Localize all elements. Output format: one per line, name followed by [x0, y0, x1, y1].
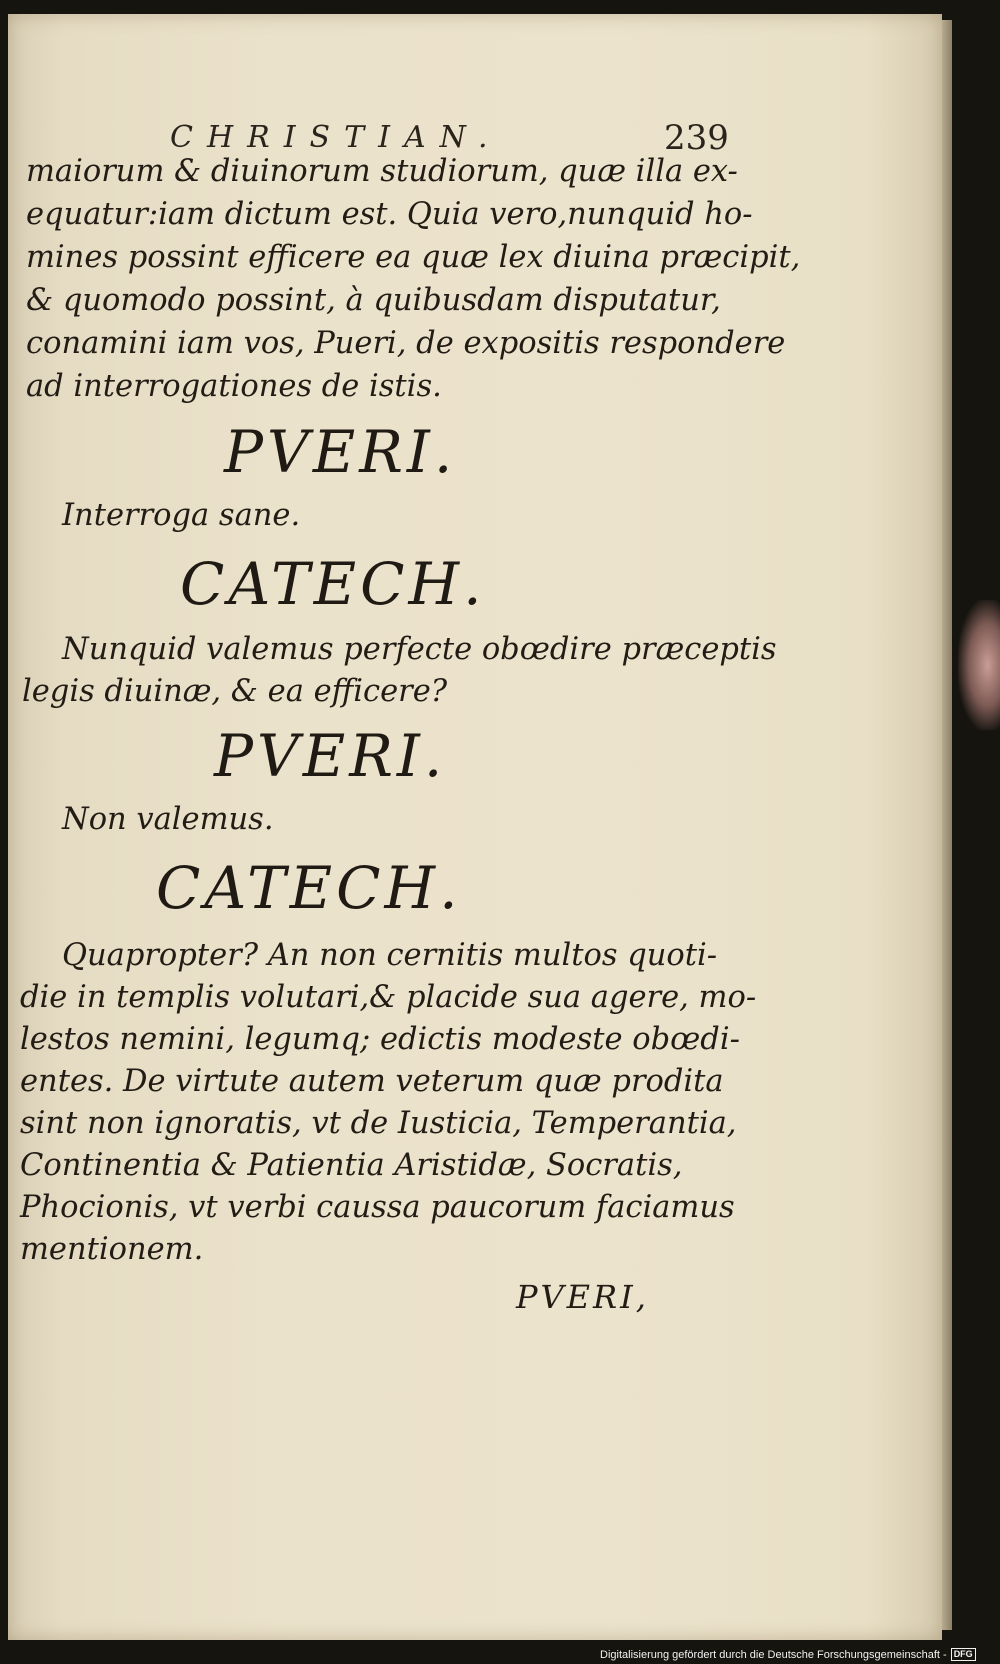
book-page: [8, 14, 942, 1640]
reply-line: Non valemus.: [62, 802, 274, 837]
reply-line: Interroga sane.: [62, 498, 301, 533]
speaker-heading: PVERI.: [224, 418, 457, 486]
text-line: mines possint efficere ea quæ lex diuina præcipit,: [26, 240, 801, 275]
text-line: Continentia & Patientia Aristidæ, Socratis,: [20, 1148, 683, 1183]
page-number: 239: [664, 118, 729, 158]
speaker-heading: PVERI.: [214, 722, 447, 790]
speaker-heading: CATECH.: [156, 854, 462, 922]
page-clip-shadow: [958, 600, 1000, 730]
text-line: ad interrogationes de istis.: [26, 369, 442, 404]
text-line: lestos nemini, legumq; edictis modeste obœdi-: [20, 1022, 740, 1057]
text-line: equatur:iam dictum est. Quia vero,nunquid ho-: [26, 197, 753, 232]
text-line: Phocionis, vt verbi caussa paucorum faciamus: [20, 1190, 735, 1225]
text-line: entes. De virtute autem veterum quæ prodita: [20, 1064, 724, 1099]
text-line: & quomodo possint, à quibusdam disputatur,: [26, 283, 721, 318]
question-line: legis diuinæ, & ea efficere?: [22, 674, 448, 709]
footer-text: Digitalisierung gefördert durch die Deutsche Forschungsgemeinschaft -: [600, 1648, 947, 1661]
digitization-footer: [600, 1645, 1000, 1664]
dfg-logo-icon: DFG: [951, 1648, 976, 1661]
catchword: PVERI,: [516, 1278, 649, 1316]
running-head: CHRISTIAN.: [170, 120, 502, 155]
text-line: maiorum & diuinorum studiorum, quæ illa ex-: [26, 154, 738, 189]
question-line: Nunquid valemus perfecte obœdire præceptis: [62, 632, 777, 667]
text-line: die in templis volutari,& placide sua agere, mo-: [20, 980, 757, 1015]
text-line: sint non ignoratis, vt de Iusticia, Temperantia,: [20, 1106, 737, 1141]
speaker-heading: CATECH.: [180, 550, 486, 618]
text-line: conamini iam vos, Pueri, de expositis respondere: [26, 326, 786, 361]
page-edge: [942, 20, 952, 1630]
text-line: mentionem.: [20, 1232, 204, 1267]
text-line: Quapropter? An non cernitis multos quoti-: [62, 938, 718, 973]
